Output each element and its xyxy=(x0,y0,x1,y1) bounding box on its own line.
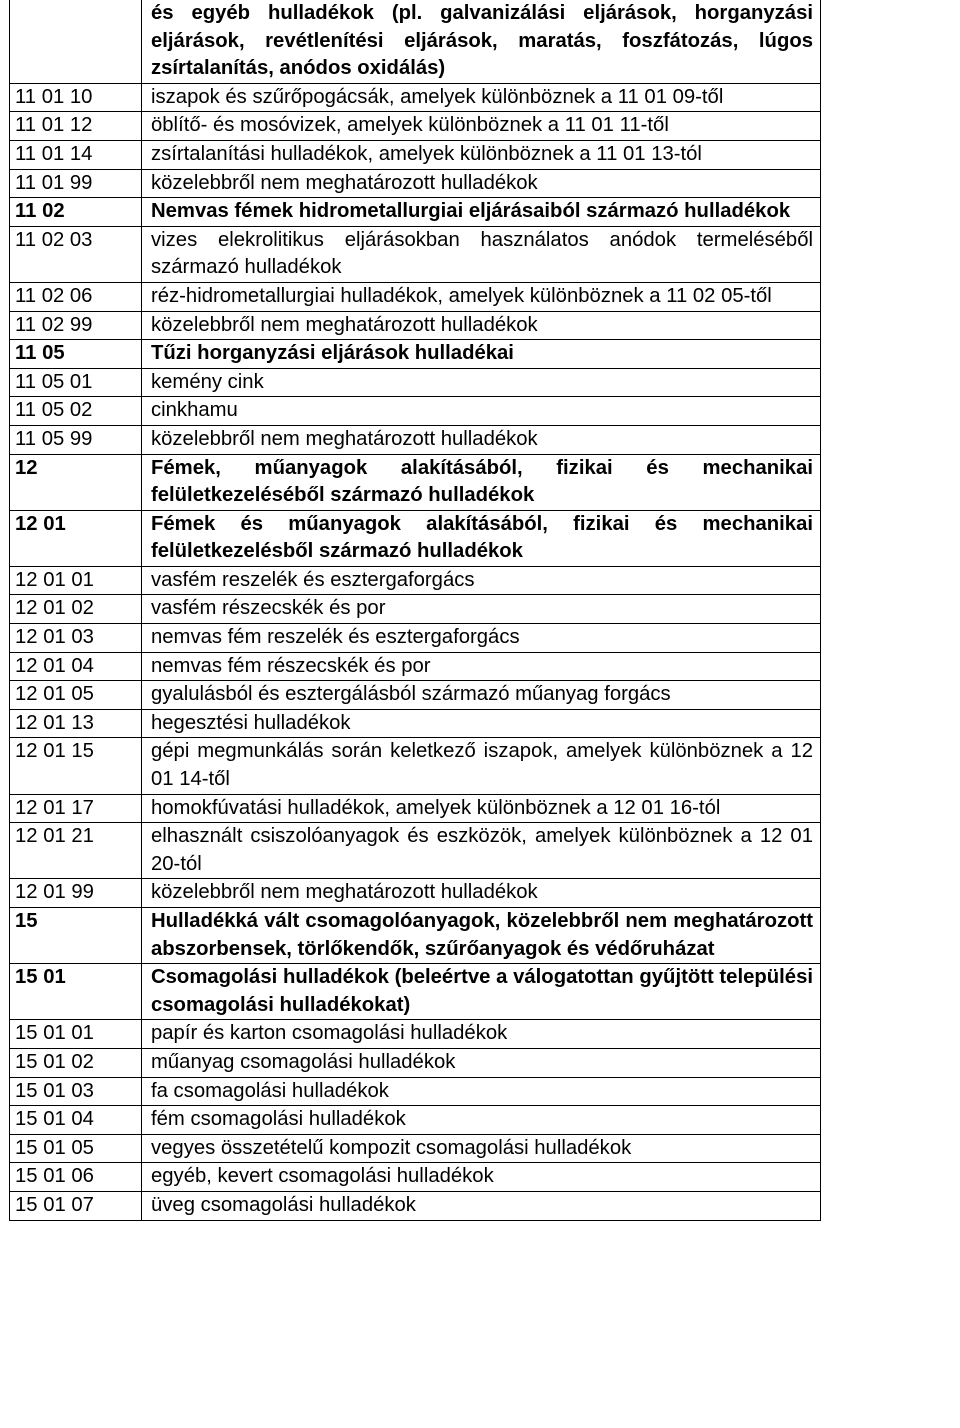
waste-description: gépi megmunkálás során keletkező iszapok, amelyek különböznek a 12 01 14-től xyxy=(142,738,821,794)
waste-code: 11 02 99 xyxy=(10,311,142,340)
waste-description: közelebbről nem meghatározott hulladékok xyxy=(142,425,821,454)
waste-code: 15 01 06 xyxy=(10,1163,142,1192)
waste-description: elhasznált csiszolóanyagok és eszközök, amelyek különböznek a 12 01 20-tól xyxy=(142,823,821,879)
waste-code-table xyxy=(9,0,821,1221)
waste-code: 11 05 02 xyxy=(10,397,142,426)
waste-code-row xyxy=(10,83,821,112)
waste-description: réz-hidrometallurgiai hulladékok, amelyek különböznek a 11 02 05-től xyxy=(142,282,821,311)
waste-code: 11 01 99 xyxy=(10,169,142,198)
waste-description: Fémek, műanyagok alakításából, fizikai és mechanikai felületkezeléséből származó hulladékok xyxy=(142,454,821,510)
waste-code: 12 01 01 xyxy=(10,566,142,595)
waste-code-row xyxy=(10,794,821,823)
waste-code-row xyxy=(10,624,821,653)
waste-description: Hulladékká vált csomagolóanyagok, közelebbről nem meghatározott abszorbensek, törlőkendők, szűrőanyagok és védőruházat xyxy=(142,908,821,964)
waste-code-row xyxy=(10,879,821,908)
waste-description: Fémek és műanyagok alakításából, fizikai és mechanikai felületkezelésből származó hulladékok xyxy=(142,510,821,566)
category-row xyxy=(10,340,821,369)
waste-description: fa csomagolási hulladékok xyxy=(142,1077,821,1106)
waste-code-row xyxy=(10,1020,821,1049)
waste-description: üveg csomagolási hulladékok xyxy=(142,1191,821,1220)
waste-code-row xyxy=(10,1077,821,1106)
waste-code: 15 01 07 xyxy=(10,1191,142,1220)
waste-code-row xyxy=(10,1134,821,1163)
waste-code: 12 01 13 xyxy=(10,709,142,738)
waste-code: 12 01 04 xyxy=(10,652,142,681)
waste-code-row xyxy=(10,566,821,595)
waste-code-row xyxy=(10,112,821,141)
waste-code-row xyxy=(10,1163,821,1192)
waste-code-row xyxy=(10,681,821,710)
waste-code: 11 01 10 xyxy=(10,83,142,112)
category-row xyxy=(10,908,821,964)
waste-code-row xyxy=(10,652,821,681)
waste-code: 11 05 99 xyxy=(10,425,142,454)
waste-code: 15 01 05 xyxy=(10,1134,142,1163)
category-row xyxy=(10,964,821,1020)
waste-description: gyalulásból és esztergálásból származó műanyag forgács xyxy=(142,681,821,710)
waste-code-row xyxy=(10,140,821,169)
waste-description: nemvas fém reszelék és esztergaforgács xyxy=(142,624,821,653)
waste-code-row xyxy=(10,425,821,454)
waste-description: Nemvas fémek hidrometallurgiai eljárásaiból származó hulladékok xyxy=(142,198,821,227)
category-row xyxy=(10,454,821,510)
waste-description: vizes elekrolitikus eljárásokban használatos anódok termeléséből származó hulladékok xyxy=(142,226,821,282)
waste-description: nemvas fém részecskék és por xyxy=(142,652,821,681)
waste-code: 15 01 02 xyxy=(10,1048,142,1077)
waste-description: műanyag csomagolási hulladékok xyxy=(142,1048,821,1077)
waste-code: 15 01 01 xyxy=(10,1020,142,1049)
waste-code-row xyxy=(10,823,821,879)
waste-description: iszapok és szűrőpogácsák, amelyek különböznek a 11 01 09-től xyxy=(142,83,821,112)
waste-code: 12 01 99 xyxy=(10,879,142,908)
waste-code: 11 02 03 xyxy=(10,226,142,282)
waste-code-rows xyxy=(10,0,821,1220)
waste-description: Tűzi horganyzási eljárások hulladékai xyxy=(142,340,821,369)
waste-description: öblítő- és mosóvizek, amelyek különböznek a 11 01 11-től xyxy=(142,112,821,141)
waste-code-row xyxy=(10,397,821,426)
waste-description: papír és karton csomagolási hulladékok xyxy=(142,1020,821,1049)
waste-code: 11 02 06 xyxy=(10,282,142,311)
waste-code: 11 01 12 xyxy=(10,112,142,141)
waste-description: Csomagolási hulladékok (beleértve a válogatottan gyűjtött települési csomagolási hulladékokat) xyxy=(142,964,821,1020)
waste-description: vasfém reszelék és esztergaforgács xyxy=(142,566,821,595)
category-row xyxy=(10,0,821,83)
waste-code-row xyxy=(10,368,821,397)
waste-code xyxy=(10,0,142,83)
waste-code-row xyxy=(10,169,821,198)
waste-code: 12 xyxy=(10,454,142,510)
waste-description: vasfém részecskék és por xyxy=(142,595,821,624)
waste-description: közelebbről nem meghatározott hulladékok xyxy=(142,169,821,198)
waste-description: egyéb, kevert csomagolási hulladékok xyxy=(142,1163,821,1192)
waste-description: hegesztési hulladékok xyxy=(142,709,821,738)
waste-description: közelebbről nem meghatározott hulladékok xyxy=(142,311,821,340)
waste-code-row xyxy=(10,311,821,340)
waste-code: 11 05 xyxy=(10,340,142,369)
waste-code: 12 01 xyxy=(10,510,142,566)
waste-code-row xyxy=(10,226,821,282)
waste-code: 11 05 01 xyxy=(10,368,142,397)
waste-code-row xyxy=(10,1106,821,1135)
waste-code-row xyxy=(10,738,821,794)
waste-code-row xyxy=(10,709,821,738)
waste-description: homokfúvatási hulladékok, amelyek különböznek a 12 01 16-tól xyxy=(142,794,821,823)
waste-code: 12 01 21 xyxy=(10,823,142,879)
waste-code: 12 01 15 xyxy=(10,738,142,794)
waste-code: 15 01 xyxy=(10,964,142,1020)
waste-code: 12 01 02 xyxy=(10,595,142,624)
waste-code: 15 xyxy=(10,908,142,964)
waste-description: és egyéb hulladékok (pl. galvanizálási eljárások, horganyzási eljárások, revétlenítési eljárások, maratás, foszfátozás, lúgos zsírtalanítás, anódos oxidálás) xyxy=(142,0,821,83)
waste-code: 12 01 03 xyxy=(10,624,142,653)
waste-description: fém csomagolási hulladékok xyxy=(142,1106,821,1135)
waste-code: 11 02 xyxy=(10,198,142,227)
waste-code: 15 01 03 xyxy=(10,1077,142,1106)
waste-description: kemény cink xyxy=(142,368,821,397)
waste-code-row xyxy=(10,1191,821,1220)
category-row xyxy=(10,510,821,566)
waste-code: 15 01 04 xyxy=(10,1106,142,1135)
waste-code-row xyxy=(10,595,821,624)
waste-description: vegyes összetételű kompozit csomagolási hulladékok xyxy=(142,1134,821,1163)
waste-code-row xyxy=(10,282,821,311)
waste-description: közelebbről nem meghatározott hulladékok xyxy=(142,879,821,908)
waste-code: 12 01 05 xyxy=(10,681,142,710)
waste-description: cinkhamu xyxy=(142,397,821,426)
waste-code: 12 01 17 xyxy=(10,794,142,823)
waste-description: zsírtalanítási hulladékok, amelyek különböznek a 11 01 13-tól xyxy=(142,140,821,169)
waste-code: 11 01 14 xyxy=(10,140,142,169)
category-row xyxy=(10,198,821,227)
waste-code-row xyxy=(10,1048,821,1077)
